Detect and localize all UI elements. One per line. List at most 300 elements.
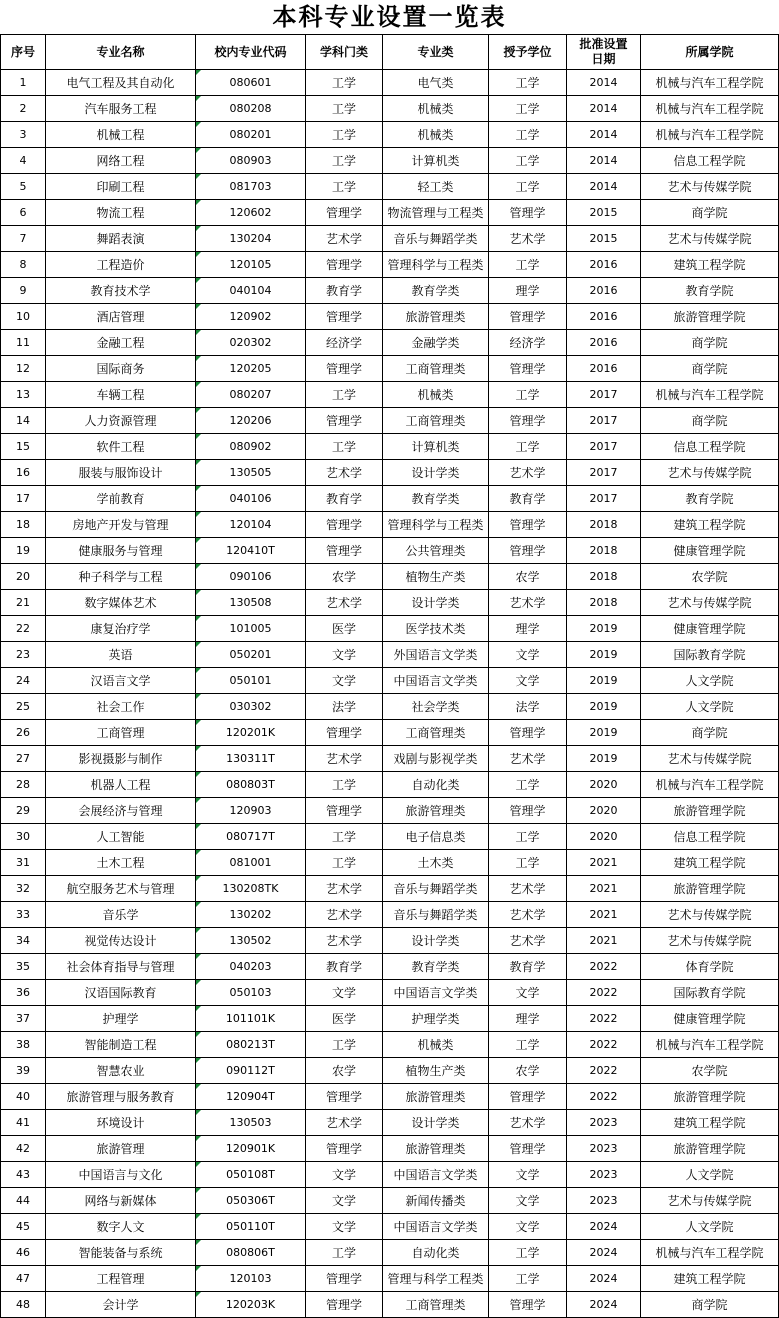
major-name-cell[interactable]: 视觉传达设计 [46,928,196,954]
major-code-cell[interactable]: 120903 [196,798,306,824]
college-cell[interactable]: 信息工程学院 [641,824,779,850]
major-name-cell[interactable]: 工商管理 [46,720,196,746]
degree-cell[interactable]: 艺术学 [489,226,567,252]
major-name-cell[interactable]: 机器人工程 [46,772,196,798]
major-name-cell[interactable]: 护理学 [46,1006,196,1032]
major-code-cell[interactable]: 080902 [196,434,306,460]
college-cell[interactable]: 教育学院 [641,278,779,304]
index-cell[interactable]: 40 [1,1084,46,1110]
degree-cell[interactable]: 工学 [489,96,567,122]
college-cell[interactable]: 教育学院 [641,486,779,512]
major-category-cell[interactable]: 工商管理类 [383,408,489,434]
approval-year-cell[interactable]: 2020 [567,824,641,850]
discipline-cell[interactable]: 农学 [306,564,383,590]
major-code-cell[interactable]: 081703 [196,174,306,200]
degree-cell[interactable]: 教育学 [489,486,567,512]
discipline-cell[interactable]: 工学 [306,434,383,460]
discipline-cell[interactable]: 艺术学 [306,928,383,954]
approval-year-cell[interactable]: 2015 [567,200,641,226]
major-name-cell[interactable]: 工程管理 [46,1266,196,1292]
major-category-cell[interactable]: 植物生产类 [383,1058,489,1084]
discipline-cell[interactable]: 工学 [306,122,383,148]
college-cell[interactable]: 艺术与传媒学院 [641,928,779,954]
major-name-cell[interactable]: 航空服务艺术与管理 [46,876,196,902]
college-cell[interactable]: 艺术与传媒学院 [641,1188,779,1214]
college-cell[interactable]: 健康管理学院 [641,538,779,564]
college-cell[interactable]: 建筑工程学院 [641,512,779,538]
major-code-cell[interactable]: 120203K [196,1292,306,1318]
approval-year-cell[interactable]: 2019 [567,616,641,642]
discipline-cell[interactable]: 工学 [306,174,383,200]
major-code-cell[interactable]: 080207 [196,382,306,408]
college-cell[interactable]: 机械与汽车工程学院 [641,1240,779,1266]
index-cell[interactable]: 5 [1,174,46,200]
approval-year-cell[interactable]: 2024 [567,1266,641,1292]
index-cell[interactable]: 20 [1,564,46,590]
index-cell[interactable]: 3 [1,122,46,148]
discipline-cell[interactable]: 管理学 [306,1136,383,1162]
index-cell[interactable]: 38 [1,1032,46,1058]
index-cell[interactable]: 39 [1,1058,46,1084]
discipline-cell[interactable]: 管理学 [306,720,383,746]
major-name-cell[interactable]: 汽车服务工程 [46,96,196,122]
major-code-cell[interactable]: 040203 [196,954,306,980]
college-cell[interactable]: 农学院 [641,564,779,590]
degree-cell[interactable]: 艺术学 [489,590,567,616]
index-cell[interactable]: 19 [1,538,46,564]
degree-cell[interactable]: 理学 [489,1006,567,1032]
major-name-cell[interactable]: 数字人文 [46,1214,196,1240]
major-category-cell[interactable]: 中国语言文学类 [383,1162,489,1188]
discipline-cell[interactable]: 艺术学 [306,746,383,772]
major-name-cell[interactable]: 国际商务 [46,356,196,382]
college-cell[interactable]: 人文学院 [641,1214,779,1240]
index-cell[interactable]: 34 [1,928,46,954]
major-code-cell[interactable]: 080201 [196,122,306,148]
college-cell[interactable]: 国际教育学院 [641,980,779,1006]
index-cell[interactable]: 31 [1,850,46,876]
index-cell[interactable]: 21 [1,590,46,616]
discipline-cell[interactable]: 艺术学 [306,460,383,486]
college-cell[interactable]: 健康管理学院 [641,1006,779,1032]
index-cell[interactable]: 30 [1,824,46,850]
major-name-cell[interactable]: 网络与新媒体 [46,1188,196,1214]
index-cell[interactable]: 42 [1,1136,46,1162]
major-name-cell[interactable]: 印刷工程 [46,174,196,200]
college-cell[interactable]: 旅游管理学院 [641,876,779,902]
major-code-cell[interactable]: 080806T [196,1240,306,1266]
index-cell[interactable]: 33 [1,902,46,928]
discipline-cell[interactable]: 管理学 [306,200,383,226]
major-code-cell[interactable]: 120105 [196,252,306,278]
major-name-cell[interactable]: 旅游管理与服务教育 [46,1084,196,1110]
college-cell[interactable]: 建筑工程学院 [641,1266,779,1292]
major-category-cell[interactable]: 设计学类 [383,590,489,616]
discipline-cell[interactable]: 文学 [306,980,383,1006]
major-name-cell[interactable]: 音乐学 [46,902,196,928]
approval-year-cell[interactable]: 2018 [567,538,641,564]
major-code-cell[interactable]: 130503 [196,1110,306,1136]
approval-year-cell[interactable]: 2016 [567,356,641,382]
major-category-cell[interactable]: 旅游管理类 [383,798,489,824]
discipline-cell[interactable]: 医学 [306,1006,383,1032]
major-code-cell[interactable]: 080208 [196,96,306,122]
major-code-cell[interactable]: 090112T [196,1058,306,1084]
major-name-cell[interactable]: 人力资源管理 [46,408,196,434]
major-name-cell[interactable]: 汉语言文学 [46,668,196,694]
discipline-cell[interactable]: 艺术学 [306,1110,383,1136]
approval-year-cell[interactable]: 2014 [567,122,641,148]
major-category-cell[interactable]: 机械类 [383,1032,489,1058]
degree-cell[interactable]: 管理学 [489,798,567,824]
index-cell[interactable]: 17 [1,486,46,512]
major-category-cell[interactable]: 护理学类 [383,1006,489,1032]
degree-cell[interactable]: 工学 [489,850,567,876]
major-name-cell[interactable]: 软件工程 [46,434,196,460]
discipline-cell[interactable]: 工学 [306,1240,383,1266]
degree-cell[interactable]: 文学 [489,1188,567,1214]
college-cell[interactable]: 机械与汽车工程学院 [641,772,779,798]
discipline-cell[interactable]: 工学 [306,1032,383,1058]
discipline-cell[interactable]: 文学 [306,668,383,694]
degree-cell[interactable]: 艺术学 [489,928,567,954]
major-category-cell[interactable]: 电气类 [383,70,489,96]
index-cell[interactable]: 35 [1,954,46,980]
college-cell[interactable]: 机械与汽车工程学院 [641,382,779,408]
index-cell[interactable]: 26 [1,720,46,746]
major-category-cell[interactable]: 设计学类 [383,460,489,486]
index-cell[interactable]: 37 [1,1006,46,1032]
index-cell[interactable]: 29 [1,798,46,824]
major-code-cell[interactable]: 050110T [196,1214,306,1240]
major-name-cell[interactable]: 土木工程 [46,850,196,876]
major-name-cell[interactable]: 影视摄影与制作 [46,746,196,772]
discipline-cell[interactable]: 工学 [306,96,383,122]
major-code-cell[interactable]: 080213T [196,1032,306,1058]
approval-year-cell[interactable]: 2020 [567,772,641,798]
major-category-cell[interactable]: 金融学类 [383,330,489,356]
degree-cell[interactable]: 艺术学 [489,746,567,772]
discipline-cell[interactable]: 管理学 [306,1266,383,1292]
index-cell[interactable]: 9 [1,278,46,304]
discipline-cell[interactable]: 工学 [306,850,383,876]
major-name-cell[interactable]: 会展经济与管理 [46,798,196,824]
approval-year-cell[interactable]: 2019 [567,694,641,720]
degree-cell[interactable]: 管理学 [489,408,567,434]
major-category-cell[interactable]: 管理科学与工程类 [383,252,489,278]
major-category-cell[interactable]: 机械类 [383,122,489,148]
degree-cell[interactable]: 法学 [489,694,567,720]
approval-year-cell[interactable]: 2023 [567,1136,641,1162]
index-cell[interactable]: 6 [1,200,46,226]
approval-year-cell[interactable]: 2020 [567,798,641,824]
index-cell[interactable]: 10 [1,304,46,330]
degree-cell[interactable]: 管理学 [489,538,567,564]
major-category-cell[interactable]: 中国语言文学类 [383,1214,489,1240]
major-code-cell[interactable]: 040104 [196,278,306,304]
college-cell[interactable]: 艺术与传媒学院 [641,226,779,252]
index-cell[interactable]: 1 [1,70,46,96]
index-cell[interactable]: 12 [1,356,46,382]
index-cell[interactable]: 23 [1,642,46,668]
discipline-cell[interactable]: 文学 [306,1162,383,1188]
major-code-cell[interactable]: 050201 [196,642,306,668]
approval-year-cell[interactable]: 2018 [567,512,641,538]
discipline-cell[interactable]: 管理学 [306,538,383,564]
major-category-cell[interactable]: 社会学类 [383,694,489,720]
degree-cell[interactable]: 艺术学 [489,1110,567,1136]
approval-year-cell[interactable]: 2021 [567,850,641,876]
approval-year-cell[interactable]: 2022 [567,954,641,980]
major-category-cell[interactable]: 教育学类 [383,278,489,304]
index-cell[interactable]: 44 [1,1188,46,1214]
degree-cell[interactable]: 农学 [489,564,567,590]
index-cell[interactable]: 15 [1,434,46,460]
approval-year-cell[interactable]: 2016 [567,252,641,278]
index-cell[interactable]: 36 [1,980,46,1006]
approval-year-cell[interactable]: 2024 [567,1292,641,1318]
major-category-cell[interactable]: 旅游管理类 [383,1136,489,1162]
major-category-cell[interactable]: 教育学类 [383,486,489,512]
degree-cell[interactable]: 文学 [489,1162,567,1188]
approval-year-cell[interactable]: 2019 [567,746,641,772]
major-code-cell[interactable]: 030302 [196,694,306,720]
major-name-cell[interactable]: 物流工程 [46,200,196,226]
college-cell[interactable]: 商学院 [641,356,779,382]
discipline-cell[interactable]: 工学 [306,148,383,174]
major-code-cell[interactable]: 020302 [196,330,306,356]
discipline-cell[interactable]: 艺术学 [306,902,383,928]
major-category-cell[interactable]: 教育学类 [383,954,489,980]
index-cell[interactable]: 2 [1,96,46,122]
major-code-cell[interactable]: 120103 [196,1266,306,1292]
approval-year-cell[interactable]: 2023 [567,1188,641,1214]
index-cell[interactable]: 11 [1,330,46,356]
index-cell[interactable]: 43 [1,1162,46,1188]
major-name-cell[interactable]: 电气工程及其自动化 [46,70,196,96]
major-code-cell[interactable]: 120904T [196,1084,306,1110]
major-name-cell[interactable]: 中国语言与文化 [46,1162,196,1188]
discipline-cell[interactable]: 工学 [306,382,383,408]
approval-year-cell[interactable]: 2017 [567,382,641,408]
major-name-cell[interactable]: 房地产开发与管理 [46,512,196,538]
college-cell[interactable]: 商学院 [641,1292,779,1318]
major-category-cell[interactable]: 音乐与舞蹈学类 [383,902,489,928]
discipline-cell[interactable]: 管理学 [306,798,383,824]
approval-year-cell[interactable]: 2022 [567,980,641,1006]
major-code-cell[interactable]: 080903 [196,148,306,174]
approval-year-cell[interactable]: 2014 [567,96,641,122]
college-cell[interactable]: 旅游管理学院 [641,304,779,330]
approval-year-cell[interactable]: 2014 [567,70,641,96]
discipline-cell[interactable]: 工学 [306,824,383,850]
major-category-cell[interactable]: 旅游管理类 [383,1084,489,1110]
college-cell[interactable]: 旅游管理学院 [641,1136,779,1162]
degree-cell[interactable]: 工学 [489,174,567,200]
major-name-cell[interactable]: 教育技术学 [46,278,196,304]
major-name-cell[interactable]: 机械工程 [46,122,196,148]
major-code-cell[interactable]: 050101 [196,668,306,694]
major-code-cell[interactable]: 050103 [196,980,306,1006]
major-name-cell[interactable]: 工程造价 [46,252,196,278]
major-category-cell[interactable]: 计算机类 [383,434,489,460]
index-cell[interactable]: 16 [1,460,46,486]
approval-year-cell[interactable]: 2023 [567,1110,641,1136]
discipline-cell[interactable]: 教育学 [306,954,383,980]
discipline-cell[interactable]: 经济学 [306,330,383,356]
major-name-cell[interactable]: 康复治疗学 [46,616,196,642]
major-code-cell[interactable]: 120410T [196,538,306,564]
approval-year-cell[interactable]: 2019 [567,668,641,694]
degree-cell[interactable]: 理学 [489,278,567,304]
degree-cell[interactable]: 工学 [489,772,567,798]
index-cell[interactable]: 48 [1,1292,46,1318]
approval-year-cell[interactable]: 2024 [567,1214,641,1240]
discipline-cell[interactable]: 教育学 [306,486,383,512]
approval-year-cell[interactable]: 2019 [567,720,641,746]
degree-cell[interactable]: 工学 [489,824,567,850]
college-cell[interactable]: 机械与汽车工程学院 [641,122,779,148]
major-code-cell[interactable]: 120902 [196,304,306,330]
discipline-cell[interactable]: 管理学 [306,252,383,278]
major-category-cell[interactable]: 物流管理与工程类 [383,200,489,226]
major-category-cell[interactable]: 轻工类 [383,174,489,200]
approval-year-cell[interactable]: 2021 [567,876,641,902]
discipline-cell[interactable]: 工学 [306,70,383,96]
major-name-cell[interactable]: 旅游管理 [46,1136,196,1162]
approval-year-cell[interactable]: 2024 [567,1240,641,1266]
index-cell[interactable]: 22 [1,616,46,642]
college-cell[interactable]: 艺术与传媒学院 [641,590,779,616]
approval-year-cell[interactable]: 2017 [567,434,641,460]
major-category-cell[interactable]: 植物生产类 [383,564,489,590]
major-name-cell[interactable]: 环境设计 [46,1110,196,1136]
degree-cell[interactable]: 管理学 [489,512,567,538]
major-code-cell[interactable]: 040106 [196,486,306,512]
discipline-cell[interactable]: 文学 [306,642,383,668]
major-code-cell[interactable]: 080601 [196,70,306,96]
discipline-cell[interactable]: 管理学 [306,512,383,538]
major-name-cell[interactable]: 英语 [46,642,196,668]
major-name-cell[interactable]: 人工智能 [46,824,196,850]
approval-year-cell[interactable]: 2014 [567,148,641,174]
major-name-cell[interactable]: 社会工作 [46,694,196,720]
major-name-cell[interactable]: 社会体育指导与管理 [46,954,196,980]
discipline-cell[interactable]: 农学 [306,1058,383,1084]
major-category-cell[interactable]: 外国语言文学类 [383,642,489,668]
index-cell[interactable]: 46 [1,1240,46,1266]
major-category-cell[interactable]: 工商管理类 [383,356,489,382]
major-name-cell[interactable]: 车辆工程 [46,382,196,408]
college-cell[interactable]: 艺术与传媒学院 [641,174,779,200]
approval-year-cell[interactable]: 2015 [567,226,641,252]
index-cell[interactable]: 4 [1,148,46,174]
major-code-cell[interactable]: 130311T [196,746,306,772]
index-cell[interactable]: 8 [1,252,46,278]
discipline-cell[interactable]: 文学 [306,1214,383,1240]
discipline-cell[interactable]: 医学 [306,616,383,642]
degree-cell[interactable]: 管理学 [489,200,567,226]
degree-cell[interactable]: 文学 [489,642,567,668]
major-category-cell[interactable]: 自动化类 [383,772,489,798]
major-name-cell[interactable]: 金融工程 [46,330,196,356]
major-category-cell[interactable]: 设计学类 [383,928,489,954]
major-category-cell[interactable]: 音乐与舞蹈学类 [383,226,489,252]
degree-cell[interactable]: 农学 [489,1058,567,1084]
major-category-cell[interactable]: 管理与科学工程类 [383,1266,489,1292]
discipline-cell[interactable]: 工学 [306,772,383,798]
college-cell[interactable]: 商学院 [641,408,779,434]
major-category-cell[interactable]: 医学技术类 [383,616,489,642]
major-name-cell[interactable]: 智能制造工程 [46,1032,196,1058]
degree-cell[interactable]: 经济学 [489,330,567,356]
major-category-cell[interactable]: 设计学类 [383,1110,489,1136]
degree-cell[interactable]: 工学 [489,1266,567,1292]
discipline-cell[interactable]: 管理学 [306,1292,383,1318]
major-name-cell[interactable]: 种子科学与工程 [46,564,196,590]
major-category-cell[interactable]: 戏剧与影视学类 [383,746,489,772]
discipline-cell[interactable]: 管理学 [306,356,383,382]
approval-year-cell[interactable]: 2021 [567,902,641,928]
college-cell[interactable]: 人文学院 [641,668,779,694]
major-code-cell[interactable]: 080717T [196,824,306,850]
college-cell[interactable]: 旅游管理学院 [641,1084,779,1110]
discipline-cell[interactable]: 艺术学 [306,876,383,902]
approval-year-cell[interactable]: 2014 [567,174,641,200]
major-name-cell[interactable]: 数字媒体艺术 [46,590,196,616]
major-name-cell[interactable]: 学前教育 [46,486,196,512]
discipline-cell[interactable]: 法学 [306,694,383,720]
major-code-cell[interactable]: 130502 [196,928,306,954]
major-code-cell[interactable]: 050306T [196,1188,306,1214]
approval-year-cell[interactable]: 2022 [567,1058,641,1084]
discipline-cell[interactable]: 艺术学 [306,590,383,616]
major-category-cell[interactable]: 中国语言文学类 [383,668,489,694]
major-code-cell[interactable]: 130208TK [196,876,306,902]
degree-cell[interactable]: 管理学 [489,304,567,330]
major-category-cell[interactable]: 中国语言文学类 [383,980,489,1006]
degree-cell[interactable]: 理学 [489,616,567,642]
degree-cell[interactable]: 工学 [489,148,567,174]
degree-cell[interactable]: 管理学 [489,1084,567,1110]
major-category-cell[interactable]: 机械类 [383,382,489,408]
degree-cell[interactable]: 管理学 [489,1136,567,1162]
degree-cell[interactable]: 工学 [489,1240,567,1266]
index-cell[interactable]: 18 [1,512,46,538]
discipline-cell[interactable]: 艺术学 [306,226,383,252]
major-code-cell[interactable]: 130204 [196,226,306,252]
major-name-cell[interactable]: 汉语国际教育 [46,980,196,1006]
major-category-cell[interactable]: 管理科学与工程类 [383,512,489,538]
degree-cell[interactable]: 艺术学 [489,460,567,486]
index-cell[interactable]: 28 [1,772,46,798]
major-category-cell[interactable]: 机械类 [383,96,489,122]
degree-cell[interactable]: 管理学 [489,356,567,382]
discipline-cell[interactable]: 教育学 [306,278,383,304]
major-code-cell[interactable]: 081001 [196,850,306,876]
major-code-cell[interactable]: 120602 [196,200,306,226]
major-code-cell[interactable]: 101101K [196,1006,306,1032]
major-code-cell[interactable]: 050108T [196,1162,306,1188]
approval-year-cell[interactable]: 2016 [567,330,641,356]
major-code-cell[interactable]: 090106 [196,564,306,590]
major-category-cell[interactable]: 公共管理类 [383,538,489,564]
major-code-cell[interactable]: 130202 [196,902,306,928]
approval-year-cell[interactable]: 2022 [567,1006,641,1032]
major-code-cell[interactable]: 120104 [196,512,306,538]
major-category-cell[interactable]: 工商管理类 [383,720,489,746]
approval-year-cell[interactable]: 2022 [567,1084,641,1110]
